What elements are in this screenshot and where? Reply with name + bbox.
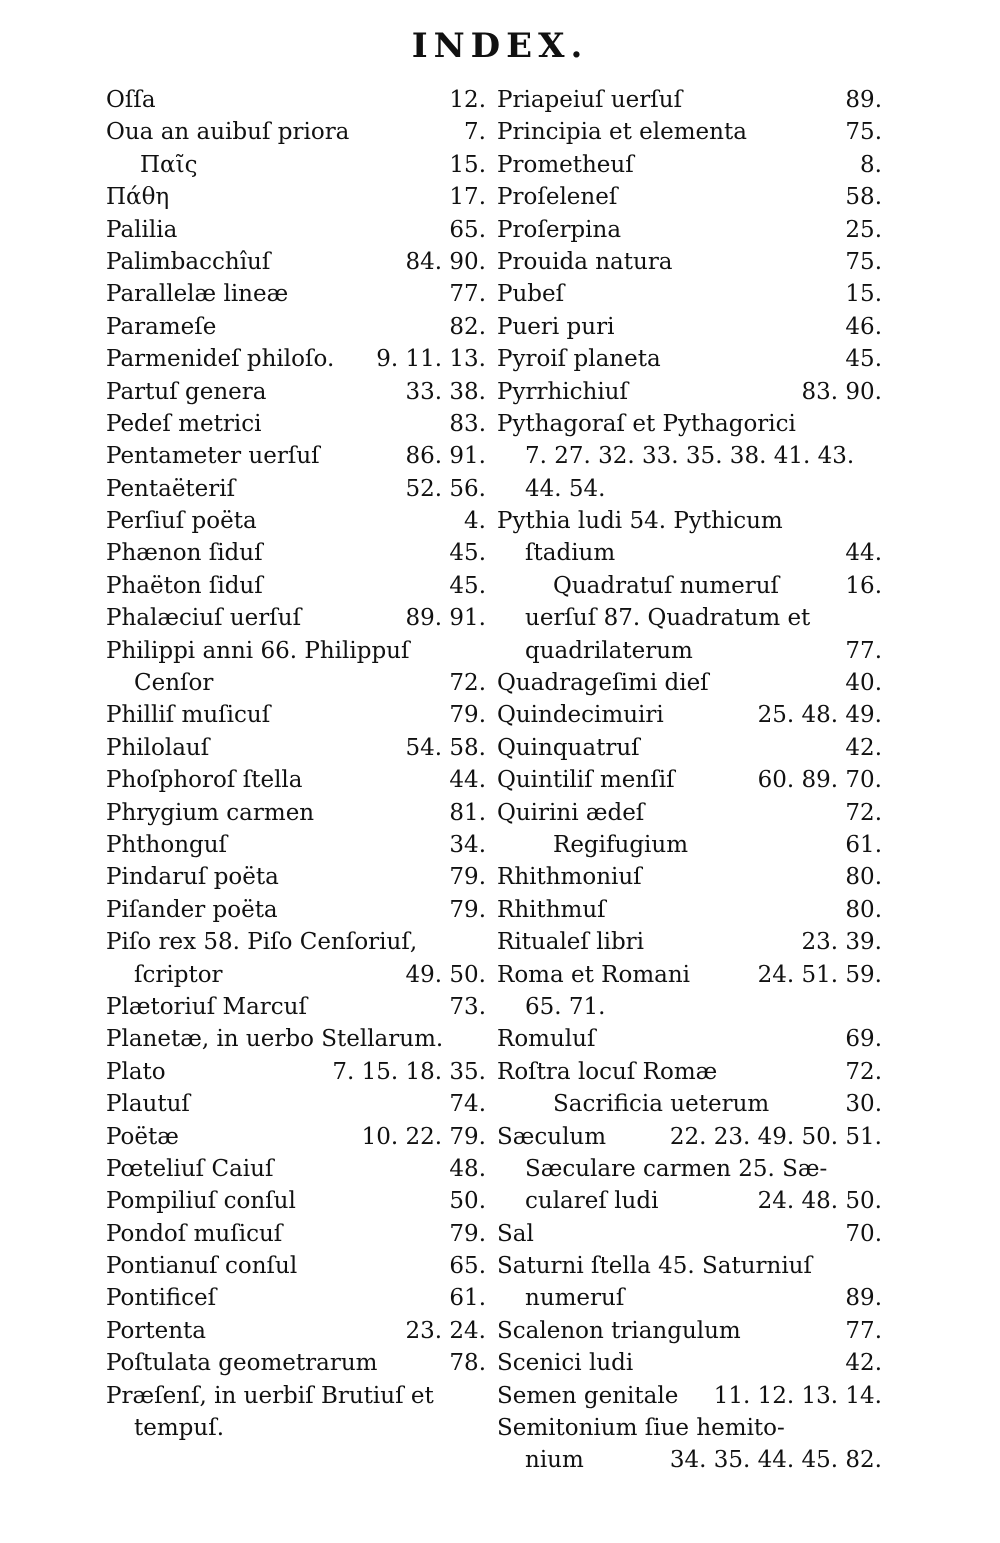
index-entry [497, 1444, 882, 1476]
index-entry [497, 1088, 882, 1120]
index-entry [106, 1218, 486, 1250]
index-term: Phænon ſiduſ [106, 540, 263, 567]
index-term: Sal [497, 1220, 534, 1247]
index-term: Priapeiuſ uerſuſ [497, 87, 683, 113]
index-term: Pentameter uerſuſ [106, 443, 320, 470]
index-entry [497, 1315, 882, 1347]
index-pages: 75. [845, 248, 882, 275]
index-entry [106, 764, 486, 796]
index-entry [106, 699, 486, 731]
index-term: Phaëton ſiduſ [106, 572, 263, 599]
index-pages: 34. 35. 44. 45. 82. [669, 1447, 882, 1474]
index-term: 65. 71. [525, 993, 606, 1020]
index-entry [497, 505, 882, 537]
index-pages: 7. [464, 119, 486, 146]
index-entry [106, 1412, 486, 1444]
index-pages: 52. 56. [405, 475, 486, 502]
index-entry [497, 311, 882, 343]
index-entry [106, 278, 486, 310]
index-entry [497, 376, 882, 408]
index-pages: 24. 48. 50. [757, 1188, 882, 1215]
index-term: Quadrageſimi dieſ [497, 670, 709, 697]
index-pages: 79. [449, 1220, 486, 1247]
index-term: 7. 27. 32. 33. 35. 38. 41. 43. [525, 443, 855, 470]
index-term: Phrygium carmen [106, 799, 315, 826]
index-entry [497, 149, 882, 181]
index-term: Principia et elementa [497, 119, 747, 146]
index-entry [497, 408, 882, 440]
index-term: Quirini ædeſ [497, 799, 645, 826]
index-term: Plautuſ [106, 1091, 190, 1118]
index-entry [106, 894, 486, 926]
index-term: Quadratuſ numeruſ [553, 572, 780, 599]
index-entry [106, 1121, 486, 1153]
index-term: Pueri puri [497, 313, 615, 340]
index-entry [106, 1056, 486, 1088]
index-pages: 74. [449, 1091, 486, 1118]
index-entry [106, 376, 486, 408]
index-term: Prometheuſ [497, 151, 634, 178]
index-pages: 54. 58. [405, 734, 486, 761]
index-term: Oua an auibuſ priora [106, 119, 350, 146]
index-term: Regifugium [553, 831, 689, 858]
index-entry [497, 991, 882, 1023]
index-pages: 65. [449, 216, 486, 243]
index-pages: 79. [449, 702, 486, 729]
index-term: Parallelæ lineæ [106, 281, 289, 308]
index-term: Semitonium ſiue hemito- [497, 1415, 785, 1442]
index-term: ſtadium [525, 540, 616, 567]
index-pages: 86. 91. [405, 443, 486, 470]
index-entry [106, 408, 486, 440]
index-pages: 30. [845, 1091, 882, 1118]
index-entry [106, 181, 486, 213]
index-pages: 42. [845, 734, 882, 761]
index-entry [106, 1088, 486, 1120]
index-pages: 78. [449, 1350, 486, 1377]
index-entry [497, 116, 882, 148]
index-pages: 49. 50. [405, 961, 486, 988]
index-term: uerſuſ 87. Quadratum et [525, 605, 811, 632]
index-pages: 79. [449, 896, 486, 923]
index-term: Παῖς [140, 151, 198, 178]
index-pages: 70. [845, 1220, 882, 1247]
index-entry [106, 635, 486, 667]
index-entry [106, 570, 486, 602]
index-pages: 25. 48. 49. [757, 702, 882, 729]
index-entry [497, 343, 882, 375]
index-entry [497, 440, 882, 472]
index-term: Oſſa [106, 87, 156, 113]
index-pages: 81. [449, 799, 486, 826]
index-entry [497, 1056, 882, 1088]
index-pages: 46. [845, 313, 882, 340]
index-entry [497, 181, 882, 213]
index-pages: 77. [449, 281, 486, 308]
index-pages: 12. [449, 87, 486, 113]
index-term: Pyroiſ planeta [497, 346, 661, 373]
index-entry [106, 1023, 486, 1055]
index-entry [497, 829, 882, 861]
index-pages: 77. [845, 1317, 882, 1344]
index-entry [106, 343, 486, 375]
index-pages: 23. 24. [405, 1317, 486, 1344]
index-pages: 60. 89. 70. [757, 767, 882, 794]
index-entry [497, 1153, 882, 1185]
index-entry [106, 116, 486, 148]
index-term: Poſtulata geometrarum [106, 1350, 378, 1377]
index-entry [497, 926, 882, 958]
index-term: Proſerpina [497, 216, 622, 243]
index-pages: 72. [449, 670, 486, 697]
index-term: quadrilaterum [525, 637, 693, 664]
index-term: nium [525, 1447, 584, 1474]
index-entry [106, 1315, 486, 1347]
index-term: Pompiliuſ conſul [106, 1188, 296, 1215]
index-term: Palimbacchîuſ [106, 248, 271, 275]
index-pages: 84. 90. [405, 248, 486, 275]
index-term: Πάθη [106, 184, 170, 211]
index-term: Pythagoraſ et Pythagorici [497, 410, 796, 437]
index-term: Quintiliſ menſiſ [497, 767, 675, 794]
index-term: Plato [106, 1058, 166, 1085]
index-term: Philolauſ [106, 734, 210, 761]
index-term: Portenta [106, 1317, 207, 1344]
index-pages: 83. [449, 410, 486, 437]
index-entry [106, 959, 486, 991]
index-term: 44. 54. [525, 475, 606, 502]
index-entry [106, 1185, 486, 1217]
index-entry [106, 732, 486, 764]
index-term: Saturni ſtella 45. Saturniuſ [497, 1253, 813, 1280]
index-term: Pondoſ muſicuſ [106, 1220, 283, 1247]
index-term: Roſtra locuſ Romæ [497, 1058, 718, 1085]
index-term: Sacrificia ueterum [553, 1091, 770, 1118]
index-pages: 69. [845, 1026, 882, 1053]
index-entry [497, 473, 882, 505]
index-entry [106, 861, 486, 893]
index-pages: 89. 91. [405, 605, 486, 632]
index-entry [106, 797, 486, 829]
index-term: Quinquatruſ [497, 734, 640, 761]
index-term: Philliſ muſicuſ [106, 702, 271, 729]
index-pages: 40. [845, 670, 882, 697]
index-term: Cenſor [134, 670, 214, 697]
index-pages: 48. [449, 1155, 486, 1182]
index-column-right [497, 84, 882, 1477]
index-term: Piſo rex 58. Piſo Cenſoriuſ, [106, 929, 418, 956]
index-entry [497, 1347, 882, 1379]
index-entry [497, 84, 882, 116]
index-entry [497, 1121, 882, 1153]
index-entry [497, 1380, 882, 1412]
index-entry [497, 246, 882, 278]
index-pages: 80. [845, 896, 882, 923]
index-entry [106, 149, 486, 181]
index-term: Pontificeſ [106, 1285, 217, 1312]
index-term: Pedeſ metrici [106, 410, 262, 437]
index-pages: 80. [845, 864, 882, 891]
index-entry [106, 1153, 486, 1185]
index-term: Perſiuſ poëta [106, 508, 257, 535]
index-pages: 44. [845, 540, 882, 567]
index-entry [497, 1023, 882, 1055]
index-entry [106, 926, 486, 958]
index-term: Romuluſ [497, 1026, 596, 1053]
index-entry [497, 1250, 882, 1282]
index-entry [497, 1185, 882, 1217]
index-column-left [106, 84, 486, 1444]
index-pages: 83. 90. [801, 378, 882, 405]
index-term: Philippi anni 66. Philippuſ [106, 637, 410, 664]
index-term: Scalenon triangulum [497, 1317, 741, 1344]
index-pages: 61. [449, 1285, 486, 1312]
index-entry [106, 84, 486, 116]
index-entry [497, 602, 882, 634]
page-title: INDEX. [411, 26, 589, 66]
index-pages: 61. [845, 831, 882, 858]
index-entry [106, 537, 486, 569]
index-pages: 16. [845, 572, 882, 599]
index-entry [106, 505, 486, 537]
index-entry [497, 861, 882, 893]
index-term: Scenici ludi [497, 1350, 634, 1377]
index-pages: 44. [449, 767, 486, 794]
index-term: Parmenideſ philoſo. [106, 346, 335, 373]
index-entry [497, 635, 882, 667]
index-term: Piſander poëta [106, 896, 278, 923]
index-term: Præſenſ, in uerbiſ Brutiuſ et [106, 1382, 434, 1409]
index-entry [497, 699, 882, 731]
index-pages: 9. 11. 13. [376, 346, 486, 373]
index-term: Sæculum [497, 1123, 607, 1150]
index-pages: 79. [449, 864, 486, 891]
index-term: Roma et Romani [497, 961, 691, 988]
index-term: Pentaëteriſ [106, 475, 236, 502]
index-entry [497, 894, 882, 926]
index-pages: 45. [845, 346, 882, 373]
index-term: Sæculare carmen 25. Sæ- [525, 1155, 828, 1182]
index-entry [106, 311, 486, 343]
index-term: Rhithmoniuſ [497, 864, 642, 891]
index-term: Poëtæ [106, 1123, 179, 1150]
index-entry [497, 764, 882, 796]
index-entry [106, 1347, 486, 1379]
index-entry [497, 1282, 882, 1314]
index-entry [497, 732, 882, 764]
index-pages: 23. 39. [801, 929, 882, 956]
index-pages: 45. [449, 572, 486, 599]
index-entry [106, 602, 486, 634]
index-term: Pontianuſ conſul [106, 1253, 298, 1280]
index-pages: 75. [845, 119, 882, 146]
index-term: ſcriptor [134, 961, 223, 988]
index-term: Semen genitale [497, 1382, 679, 1409]
index-term: Pindaruſ poëta [106, 864, 279, 891]
index-entry [497, 959, 882, 991]
index-term: Phthonguſ [106, 831, 228, 858]
index-pages: 45. [449, 540, 486, 567]
index-entry [106, 1282, 486, 1314]
index-pages: 42. [845, 1350, 882, 1377]
index-term: Partuſ genera [106, 378, 267, 405]
index-entry [497, 1218, 882, 1250]
index-term: Proſeleneſ [497, 184, 618, 211]
index-term: Prouida natura [497, 248, 673, 275]
index-entry [497, 797, 882, 829]
index-term: Plætoriuſ Marcuſ [106, 993, 307, 1020]
index-pages: 50. [449, 1188, 486, 1215]
index-entry [497, 278, 882, 310]
index-term: Parameſe [106, 313, 217, 340]
index-pages: 15. [845, 281, 882, 308]
index-term: Ritualeſ libri [497, 929, 645, 956]
index-pages: 89. [845, 1285, 882, 1312]
index-entry [106, 246, 486, 278]
index-entry [106, 473, 486, 505]
index-pages: 7. 15. 18. 35. [332, 1058, 486, 1085]
index-pages: 15. [449, 151, 486, 178]
index-pages: 72. [845, 1058, 882, 1085]
index-pages: 22. 23. 49. 50. 51. [669, 1123, 882, 1150]
index-pages: 77. [845, 637, 882, 664]
index-term: Rhithmuſ [497, 896, 606, 923]
index-entry [106, 1380, 486, 1412]
index-term: Pubeſ [497, 281, 565, 308]
index-pages: 17. [449, 184, 486, 211]
index-entry [497, 570, 882, 602]
index-term: numeruſ [525, 1285, 625, 1312]
index-pages: 82. [449, 313, 486, 340]
index-pages: 58. [845, 184, 882, 211]
index-pages: 89. [845, 87, 882, 113]
index-entry [106, 214, 486, 246]
index-entry [106, 440, 486, 472]
index-pages: 65. [449, 1253, 486, 1280]
index-entry [497, 214, 882, 246]
index-term: Phalæciuſ uerſuſ [106, 605, 302, 632]
index-pages: 8. [860, 151, 882, 178]
index-term: Phoſphoroſ ſtella [106, 767, 303, 794]
index-pages: 33. 38. [405, 378, 486, 405]
index-entry [497, 667, 882, 699]
index-pages: 24. 51. 59. [757, 961, 882, 988]
index-pages: 11. 12. 13. 14. [713, 1382, 882, 1409]
index-entry [497, 1412, 882, 1444]
index-term: Palilia [106, 216, 178, 243]
index-entry [106, 1250, 486, 1282]
index-entry [106, 667, 486, 699]
index-term: cularеſ ludi [525, 1188, 659, 1215]
index-term: Quindecimuiri [497, 702, 664, 729]
index-term: Pythia ludi 54. Pythicum [497, 508, 783, 535]
index-term: Pœteliuſ Caiuſ [106, 1155, 274, 1182]
index-entry [106, 991, 486, 1023]
index-pages: 25. [845, 216, 882, 243]
index-entry [497, 537, 882, 569]
index-term: Planetæ, in uerbo Stellarum. [106, 1026, 444, 1053]
index-pages: 34. [449, 831, 486, 858]
index-pages: 73. [449, 993, 486, 1020]
index-term: tempuſ. [134, 1415, 225, 1442]
index-pages: 10. 22. 79. [361, 1123, 486, 1150]
index-term: Pyrrhichiuſ [497, 378, 629, 405]
index-pages: 72. [845, 799, 882, 826]
index-pages: 4. [464, 508, 486, 535]
index-entry [106, 829, 486, 861]
